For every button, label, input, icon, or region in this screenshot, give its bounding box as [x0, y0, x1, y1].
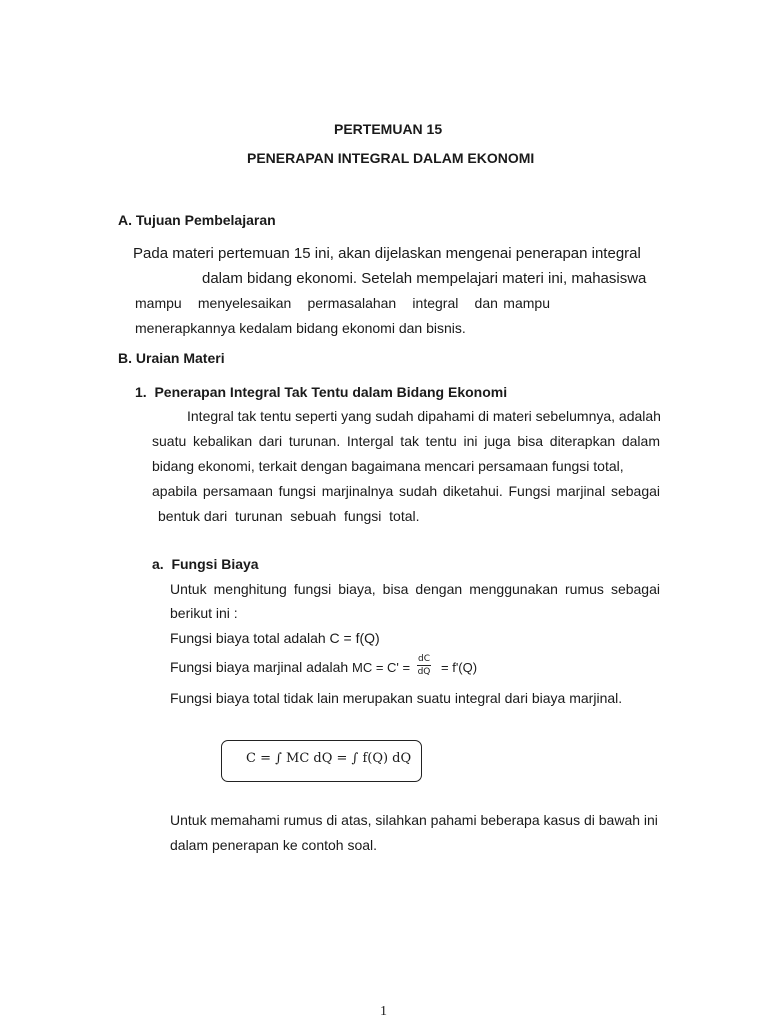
- subsection-1-line-1: Integral tak tentu seperti yang sudah dipahami di materi sebelumnya, adalah: [187, 408, 661, 424]
- subsection-1-line-4: apabila persamaan fungsi marjinalnya sudah diketahui. Fungsi marjinal sebagai: [152, 483, 660, 499]
- subsection-1-line-3: bidang ekonomi, terkait dengan bagaimana mencari persamaan fungsi total,: [152, 458, 624, 474]
- integral-formula: C = ∫ MC dQ = ∫ f(Q) dQ: [246, 751, 412, 766]
- section-a-line-4: menerapkannya kedalam bidang ekonomi dan bisnis.: [135, 320, 466, 336]
- marginal-cost-expression: MC = C' =: [352, 660, 411, 675]
- fraction-bar: [417, 665, 431, 666]
- fraction-numerator: dC: [418, 654, 430, 664]
- marginal-cost-label: Fungsi biaya marjinal adalah: [170, 659, 349, 675]
- section-a-line-1: Pada materi pertemuan 15 ini, akan dijelaskan mengenai penerapan integral: [133, 245, 641, 262]
- section-b-heading: B. Uraian Materi: [118, 350, 225, 366]
- closing-line-2: dalam penerapan ke contoh soal.: [170, 837, 378, 853]
- subsection-a-after-line: Fungsi biaya total tidak lain merupakan suatu integral dari biaya marjinal.: [170, 690, 623, 706]
- page-number: 1: [380, 1004, 387, 1019]
- subsection-1-heading: 1. Penerapan Integral Tak Tentu dalam Bidang Ekonomi: [135, 384, 508, 400]
- marginal-cost-tail: = f'(Q): [441, 660, 478, 675]
- subsection-a-heading: a. Fungsi Biaya: [152, 556, 259, 572]
- subsection-a-line-1: Untuk menghitung fungsi biaya, bisa dengan menggunakan rumus sebagai: [170, 581, 660, 597]
- subsection-a-line-2: berikut ini :: [170, 605, 238, 621]
- closing-line-1: Untuk memahami rumus di atas, silahkan pahami beberapa kasus di bawah ini: [170, 812, 658, 828]
- meeting-title: PERTEMUAN 15: [334, 121, 443, 137]
- derivative-fraction: [417, 654, 431, 677]
- subsection-1-line-5: bentuk dari turunan sebuah fungsi total.: [158, 508, 420, 524]
- section-a-heading: A. Tujuan Pembelajaran: [118, 212, 276, 228]
- subsection-1-line-2: suatu kebalikan dari turunan. Intergal tak tentu ini juga bisa diterapkan dalam: [152, 433, 660, 449]
- section-a-line-2: dalam bidang ekonomi. Setelah mempelajari materi ini, mahasiswa: [202, 270, 647, 287]
- page-title: PENERAPAN INTEGRAL DALAM EKONOMI: [247, 150, 535, 166]
- formula-box: [221, 740, 422, 782]
- section-a-line-3: mampu menyelesaikan permasalahan integral dan mampu: [135, 295, 550, 311]
- subsection-a-line-3: Fungsi biaya total adalah C = f(Q): [170, 630, 380, 646]
- fraction-denominator: dQ: [417, 667, 431, 677]
